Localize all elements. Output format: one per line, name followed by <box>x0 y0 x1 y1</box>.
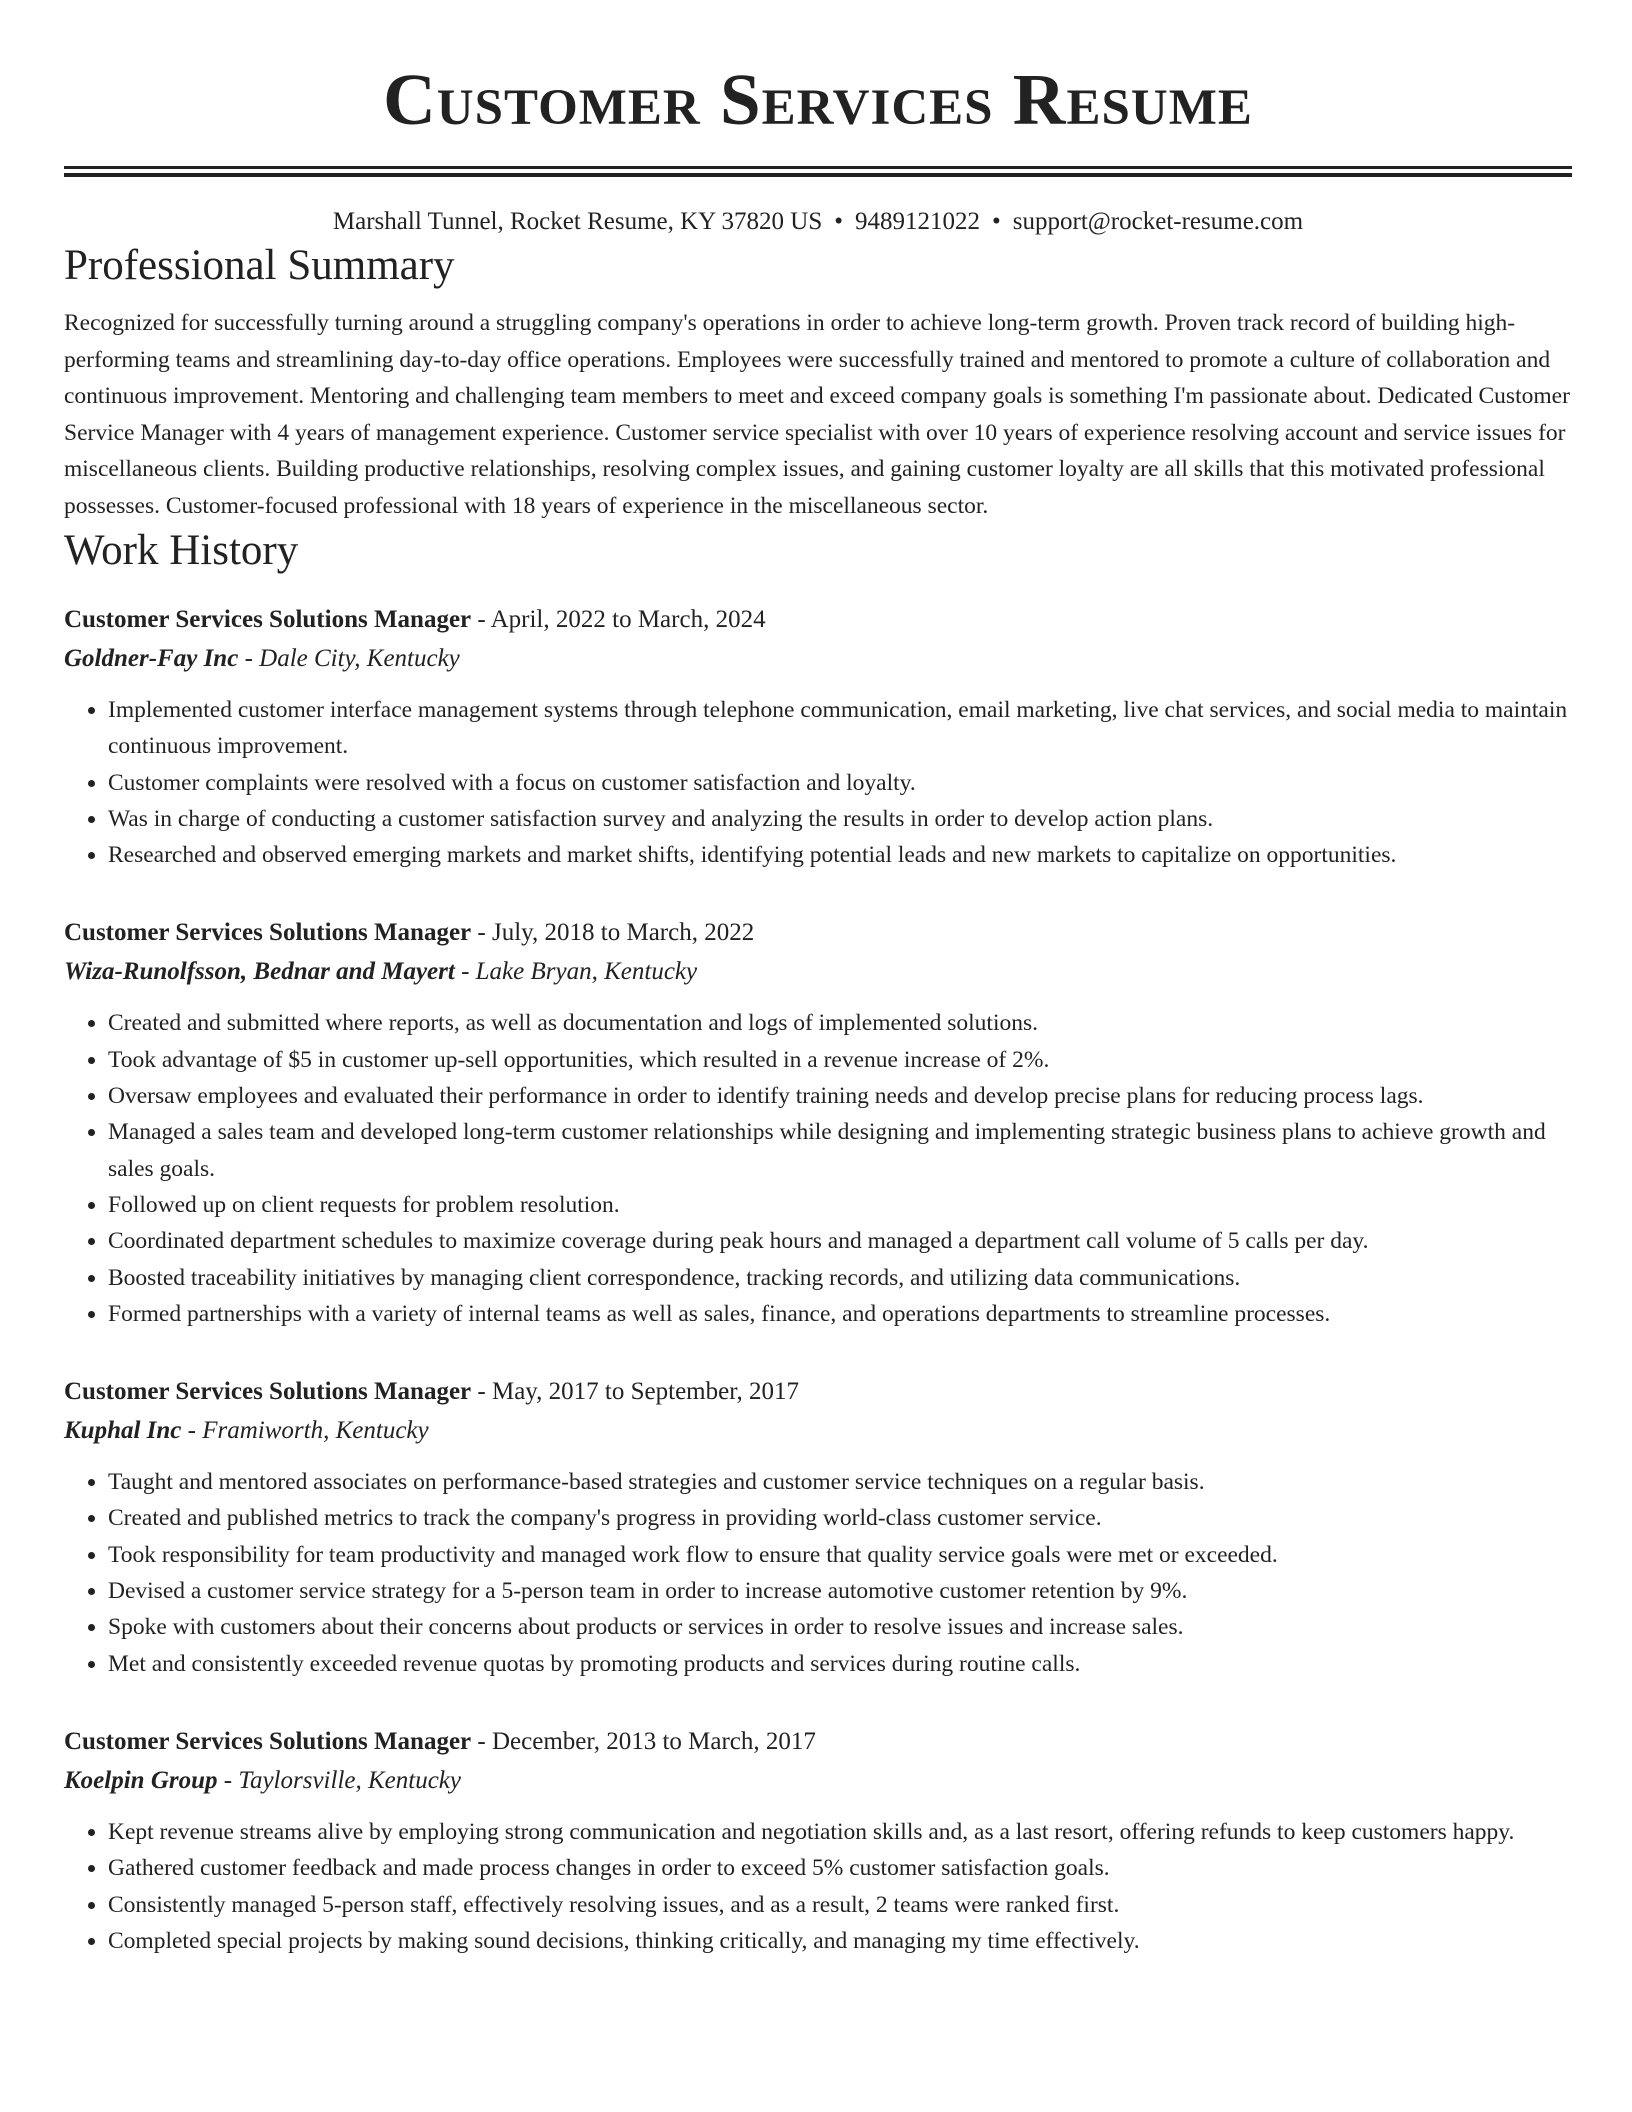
job-bullet: • Created and submitted where reports, as well as documentation and logs of implemented solutions. <box>108 1005 1572 1041</box>
contact-phone: 9489121022 <box>855 208 981 235</box>
job-company: Koelpin Group <box>64 1766 218 1794</box>
job-bullet: • Devised a customer service strategy for a 5-person team in order to increase automotive customer retention by 9%. <box>108 1573 1572 1609</box>
job-dates: December, 2013 to March, 2017 <box>491 1727 816 1755</box>
job-dash: - <box>461 958 470 986</box>
job-bullet: • Kept revenue streams alive by employing strong communication and negotiation skills and, as a last resort, offering refunds to keep customers happy. <box>108 1814 1572 1850</box>
job-title: Customer Services Solutions Manager <box>64 919 472 947</box>
summary-text: Recognized for successfully turning around a struggling company's operations in order to achieve long-term growth. Proven track record of building high-performing teams and streamlining day-to-day office operations. Employees were successfully trained and mentored to promote a culture of collaboration and continuous improvement. Mentoring and challenging team members to meet and exceed company goals is something I'm passionate about. Dedicated Customer Service Manager with 4 years of management experience. Customer service specialist with over 10 years of experience resolving account and service issues for miscellaneous clients. Building productive relationships, resolving complex issues, and gaining customer loyalty are all skills that this motivated professional possesses. Customer-focused professional with 18 years of experience in the miscellaneous sector. <box>64 310 1570 519</box>
job-bullet: • Took advantage of $5 in customer up-sell opportunities, which resulted in a revenue increase of 2%. <box>108 1042 1572 1078</box>
summary-heading: Professional Summary <box>64 242 455 289</box>
contact-address: Marshall Tunnel, Rocket Resume, KY 37820 US <box>332 208 823 235</box>
job-dates: April, 2022 to March, 2024 <box>490 606 766 633</box>
job-entry <box>64 1722 1572 1959</box>
job-bullet: • Oversaw employees and evaluated their performance in order to identify training needs and develop precise plans for reducing process lags. <box>108 1078 1572 1114</box>
job-bullet: • Met and consistently exceeded revenue quotas by promoting products and services during routine calls. <box>108 1646 1572 1682</box>
job-title: Customer Services Solutions Manager <box>64 606 472 633</box>
job-bullet: • Spoke with customers about their concerns about products or services in order to resolve issues and increase sales. <box>108 1609 1572 1645</box>
job-bullet: • Followed up on client requests for problem resolution. <box>108 1187 1572 1223</box>
job-company-line <box>64 1411 1572 1450</box>
job-title-line <box>64 1722 1572 1761</box>
job-dash: - <box>477 1727 486 1755</box>
job-title-line <box>64 913 1572 952</box>
job-bullet: • Gathered customer feedback and made process changes in order to exceed 5% customer satisfaction goals. <box>108 1850 1572 1886</box>
contact-email: support@rocket-resume.com <box>1012 208 1304 235</box>
job-company: Goldner-Fay Inc <box>64 645 239 672</box>
job-dash: - <box>223 1766 233 1794</box>
job-company: Kuphal Inc <box>64 1417 182 1445</box>
job-company-line <box>64 639 1572 678</box>
job-title-line <box>64 600 1572 639</box>
job-entry <box>64 1372 1572 1682</box>
job-title-line <box>64 1372 1572 1411</box>
job-bullet: • Created and published metrics to track the company's progress in providing world-class customer service. <box>108 1500 1572 1536</box>
job-bullet: • Took responsibility for team productivity and managed work flow to ensure that quality service goals were met or exceeded. <box>108 1537 1572 1573</box>
job-bullets <box>64 1005 1572 1332</box>
job-company: Wiza-Runolfsson, Bednar and Mayert <box>64 958 455 986</box>
job-location: Dale City, Kentucky <box>259 645 460 672</box>
job-entry <box>64 913 1572 1332</box>
work-history-list <box>64 600 1572 1959</box>
job-bullet: • Implemented customer interface management systems through telephone communication, email marketing, live chat services, and social media to maintain continuous improvement. <box>108 692 1572 765</box>
contact-separator: • <box>992 208 1001 235</box>
job-bullets <box>64 692 1572 873</box>
job-bullet: • Researched and observed emerging markets and market shifts, identifying potential leads and new markets to capitalize on opportunities. <box>108 837 1572 873</box>
job-location: Lake Bryan, Kentucky <box>475 958 698 986</box>
title-divider <box>64 166 1572 177</box>
resume-title: Customer Services Resume <box>383 59 1253 140</box>
work-history-heading: Work History <box>64 527 299 574</box>
job-bullet: • Managed a sales team and developed long-term customer relationships while designing and implementing strategic business plans to achieve growth and sales goals. <box>108 1114 1572 1187</box>
contact-separator: • <box>834 208 844 235</box>
resume-page <box>64 0 1572 1959</box>
job-dash: - <box>477 606 486 633</box>
job-entry <box>64 600 1572 873</box>
job-title: Customer Services Solutions Manager <box>64 1378 472 1406</box>
job-bullet: • Consistently managed 5-person staff, effectively resolving issues, and as a result, 2 teams were ranked first. <box>108 1887 1572 1923</box>
contact-line <box>64 205 1572 239</box>
job-bullet: • Was in charge of conducting a customer satisfaction survey and analyzing the results in order to develop action plans. <box>108 801 1572 837</box>
job-location: Taylorsville, Kentucky <box>238 1766 461 1794</box>
job-dash: - <box>187 1417 196 1445</box>
job-bullet: • Customer complaints were resolved with a focus on customer satisfaction and loyalty. <box>108 765 1572 801</box>
job-bullet: • Taught and mentored associates on performance-based strategies and customer service techniques on a regular basis. <box>108 1464 1572 1500</box>
job-dash: - <box>477 919 486 947</box>
job-dates: May, 2017 to September, 2017 <box>491 1378 800 1406</box>
job-company-line <box>64 952 1572 991</box>
job-bullet: • Completed special projects by making sound decisions, thinking critically, and managing my time effectively. <box>108 1923 1572 1959</box>
job-dates: July, 2018 to March, 2022 <box>491 919 755 947</box>
job-dash: - <box>244 645 253 672</box>
job-bullets <box>64 1464 1572 1682</box>
job-dash: - <box>477 1378 486 1406</box>
job-bullet: • Formed partnerships with a variety of internal teams as well as sales, finance, and operations departments to streamline processes. <box>108 1296 1572 1332</box>
job-bullet: • Boosted traceability initiatives by managing client correspondence, tracking records, and utilizing data communications. <box>108 1260 1572 1296</box>
job-location: Framiworth, Kentucky <box>202 1417 429 1445</box>
job-title: Customer Services Solutions Manager <box>64 1727 472 1755</box>
job-bullets <box>64 1814 1572 1959</box>
job-bullet: • Coordinated department schedules to maximize coverage during peak hours and managed a department call volume of 5 calls per day. <box>108 1223 1572 1259</box>
job-company-line <box>64 1761 1572 1800</box>
